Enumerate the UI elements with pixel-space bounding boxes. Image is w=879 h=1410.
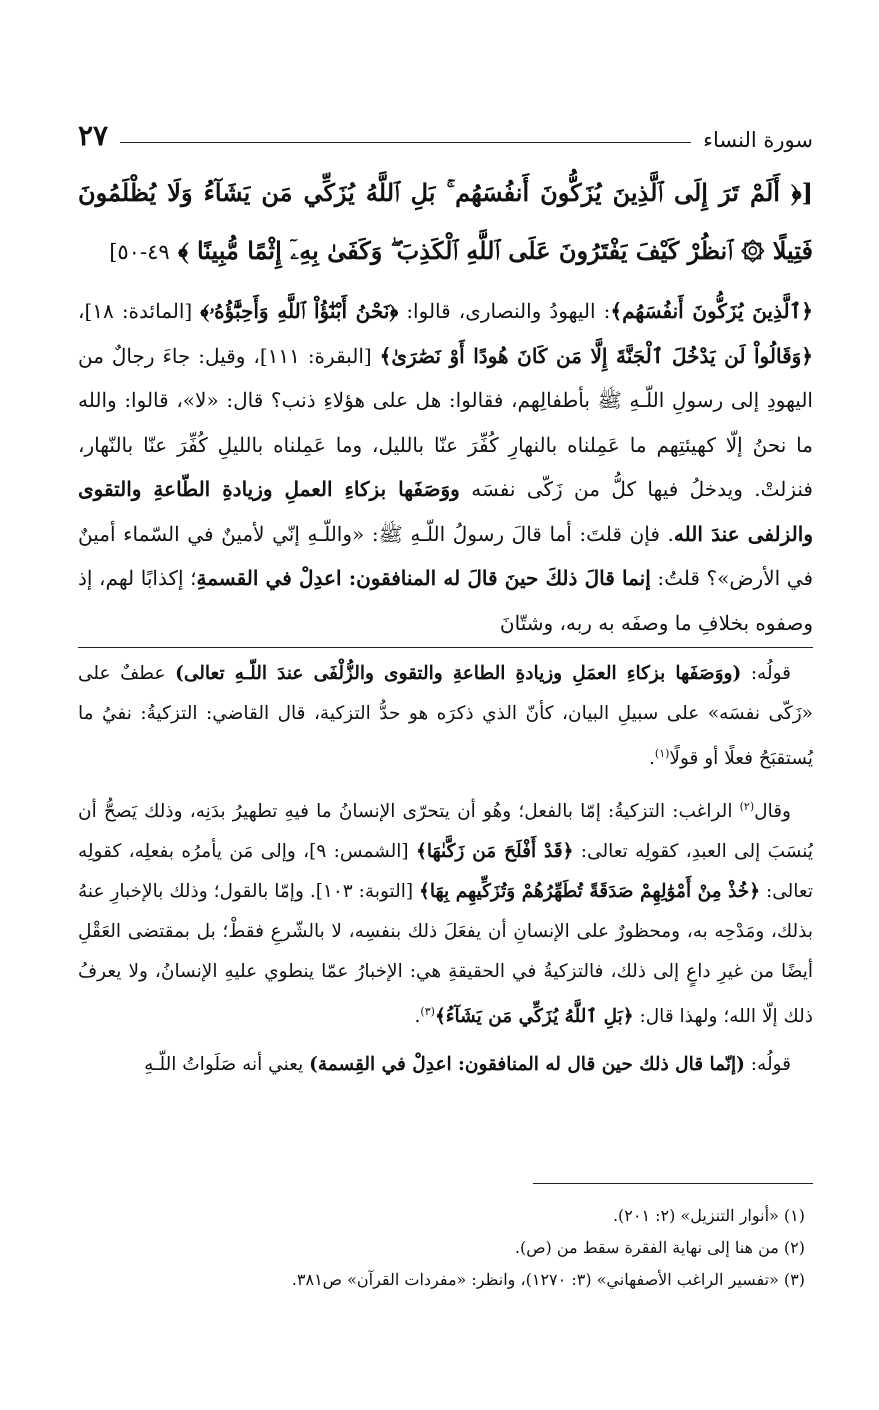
footnote-rule (533, 1183, 813, 1184)
main-text (78, 289, 813, 645)
footnotes (78, 1183, 813, 1296)
footnote: (٣) «تفسير الراغب الأصفهاني» (٣: ١٢٧٠)، وانظر: «مفردات القرآن» ص٣٨١. (291, 1270, 805, 1289)
text-span: وقال (754, 801, 791, 823)
quote-verse: ﴿بَلِ ٱللَّهُ يُزَكِّي مَن يَشَآءُ﴾ (434, 1006, 634, 1028)
text-span: . فإن قلتَ: أما قالَ رسولُ اللّـهِ ﷺ: «واللّـهِ إنّي لأمينٌ في السّماء أمينٌ في الأرض»؟ قلتُ: (78, 521, 814, 590)
quote-verse: ﴿خُذْ مِنْ أَمْوَٰلِهِمْ صَدَقَةً تُطَهِّرُهُمْ وَتُزَكِّيهِم بِهَا﴾ (419, 881, 761, 903)
footnote-marker: (١) (654, 747, 670, 760)
verse-text: [﴿ أَلَمْ تَرَ إِلَى ٱلَّذِينَ يُزَكُّونَ أَنفُسَهُم ۚ بَلِ ٱللَّهُ يُزَكِّي مَن يَشَآءُ وَلَا يُظْلَمُونَ فَتِيلًا ۞ ٱنظُرْ كَيْفَ يَفْتَرُونَ عَلَى ٱللَّهِ ٱلْكَذِبَ ۖ وَكَفَىٰ بِهِۦٓ إِثْمًا مُّبِينًا ﴾ (78, 178, 813, 265)
verse-reference: [المائدة: ١٨]، (78, 299, 201, 323)
footnote-marker: (٣) (420, 1005, 435, 1019)
text-span: [الشمس: ٩]، وإلى مَن يأمرُه بفعلِه، كقولِه تعالى: (78, 841, 813, 903)
commentary-paragraph (78, 1045, 813, 1085)
text-span: : اليهودُ والنصارى، قالوا: (398, 299, 611, 323)
quote-verse: ﴿نَحْنُ أَبْنَٰٓؤُاْ ٱللَّهِ وَأَحِبَّٰٓؤُهُۥ﴾ (200, 299, 399, 323)
commentary-paragraph: وقال$^{(٢)}$ الراغب: التزكيةُ: إمّا بالفعل؛ وهُو أن يتحرّى الإنسانُ ما فيهِ تطهيرُ بدَنِه، وذلك يَصحُّ أن يُنسَبَ إلى العبدِ، كقولِه تعالى: ﴿قَدْ أَفْلَحَ مَن زَكَّىٰهَا﴾ [الشمس: ٩]، وإلى مَن يأمرُه بفعلِه، كقولِه تعالى: ﴿خُذْ مِنْ أَمْوَٰلِهِمْ صَدَقَةً تُطَهِّرُهُمْ وَتُزَكِّيهِم بِهَا﴾ [التوبة: ١٠٣]. وإمّا بالقول؛ وذلك بالإخبارِ عنهُ بذلك، ومَدْحِه به، ومحظورٌ على الإنسانِ أن يفعَلَ ذلك بنفسِه، لا بالشّرعِ فقطْ؛ بل بمقتضى العَقْلِ أيضًا من غيرِ داعٍ إلى ذلك، فالتزكيةُ في الحقيقةِ هي: الإخبارُ عمّا ينطوي عليهِ الإنسانُ، ولا يعرفُ ذلك إلّا الله؛ ولهذا قال: ﴿بَلِ ٱللَّهُ يُزَكِّي مَن يَشَآءُ﴾$^{(٣)}$. (78, 800, 813, 1028)
footnote-marker: (٢) (739, 800, 755, 814)
verse-reference: [البقرة: ١١١]، (253, 343, 380, 368)
quote-verse: ﴿ٱلَّذِينَ يُزَكُّونَ أَنفُسَهُم﴾ (610, 299, 814, 323)
text-span: وقيل: جاءَ رجالٌ من اليهودِ إلى رسولِ اللّـهِ ﷺ بأطفالِهم، فقالوا: هل على هؤلاءِ ذنب؟ قال: «لا»، قالوا: والله ما نحنُ إلّا كهيئتِهم ما عَمِلناه بالنهارِ كُفِّرَ عنّا بالليل، وما عَمِلناه بالليلِ كُفِّرَ عنّا بالنّهار، فنزلتْ. ويدخلُ فيها كلُّ من زَكّى نفسَه (78, 343, 813, 501)
text-span: يعني أنه صَلَواتُ اللّـهِ (144, 1054, 310, 1076)
text-span: الراغب: التزكيةُ: إمّا بالفعل؛ وهُو أن يتحرّى الإنسانُ ما فيهِ تطهيرُ بدَنِه، وذلك يَصحُّ أن يُنسَبَ إلى العبدِ، كقولِه تعالى: (78, 801, 813, 863)
commentary-separator (78, 647, 813, 648)
page-number: ٢٧ (78, 119, 109, 152)
bold-text: ووَصَفَها بزكاءِ العملِ وزيادةِ الطّاعةِ والتقوى والزلفى عندَ الله (78, 477, 813, 546)
quote-verse: ﴿وَقَالُواْ لَن يَدْخُلَ ٱلْجَنَّةَ إِلَّا مَن كَانَ هُودًا أَوْ نَصَٰرَىٰ﴾ (379, 343, 814, 368)
verse-reference: ٤٩-٥٠] (109, 240, 170, 264)
text-span: قولُه: (744, 1054, 791, 1076)
page (78, 118, 813, 1093)
footnote: (٢) من هنا إلى نهاية الفقرة سقط من (ص). (514, 1238, 805, 1257)
text-span: ؛ إكذابًا لهم، إذ وصفوه بخلافِ ما وصفَه به ربه، وشتّانَ (78, 566, 813, 635)
text-span: [التوبة: ١٠٣]. وإمّا بالقول؛ وذلك بالإخبارِ عنهُ بذلك، ومَدْحِه به، ومحظورٌ على الإنسانِ أن يفعَلَ ذلك بنفسِه، لا بالشّرعِ فقطْ؛ بل بمقتضى العَقْلِ أيضًا من غيرِ داعٍ إلى ذلك، فالتزكيةُ في الحقيقةِ هي: الإخبارُ عمّا ينطوي عليهِ الإنسانُ، ولا يعرفُ ذلك إلّا الله؛ ولهذا قال: (78, 881, 813, 1028)
quote-verse: ﴿قَدْ أَفْلَحَ مَن زَكَّىٰهَا﴾ (415, 841, 574, 863)
quran-verses (78, 164, 813, 281)
surah-title: سورة النساء (703, 128, 813, 152)
text-span: قولُه: (741, 663, 792, 684)
header-rule (120, 142, 691, 143)
bold-text: (إنّما قال ذلك حين قال له المنافقون: اعدِلْ في القِسمة) (309, 1054, 745, 1076)
running-header (78, 118, 813, 152)
bold-text: (ووَصَفَها بزكاءِ العمَلِ وزيادةِ الطاعةِ والتقوى والزُّلْفَى عندَ اللّـهِ تعالى) (175, 663, 742, 684)
text-span: عطفٌ على «زَكّى نفسَه» على سبيلِ البيان، كأنّ الذي ذكرَه هو حدُّ التزكية، قال القاضي: التزكيةُ: نفيُ ما يُستقبَحُ فعلًا أو قولًا (78, 663, 813, 770)
commentary (78, 654, 813, 1085)
footnote: (١) «أنوار التنزيل» (٢: ٢٠١). (612, 1206, 805, 1225)
commentary-paragraph: قولُه: (ووَصَفَها بزكاءِ العمَلِ وزيادةِ الطاعةِ والتقوى والزُّلْفَى عندَ اللّـهِ تعالى) عطفٌ على «زَكّى نفسَه» على سبيلِ البيان، كأنّ الذي ذكرَه هو حدُّ التزكية، قال القاضي: التزكيةُ: نفيُ ما يُستقبَحُ فعلًا أو قولًا$^{(١)}$. (78, 663, 813, 770)
bold-text: إنما قالَ ذلكَ حينَ قالَ له المنافقون: اعدِلْ في القسمةِ (196, 566, 651, 590)
